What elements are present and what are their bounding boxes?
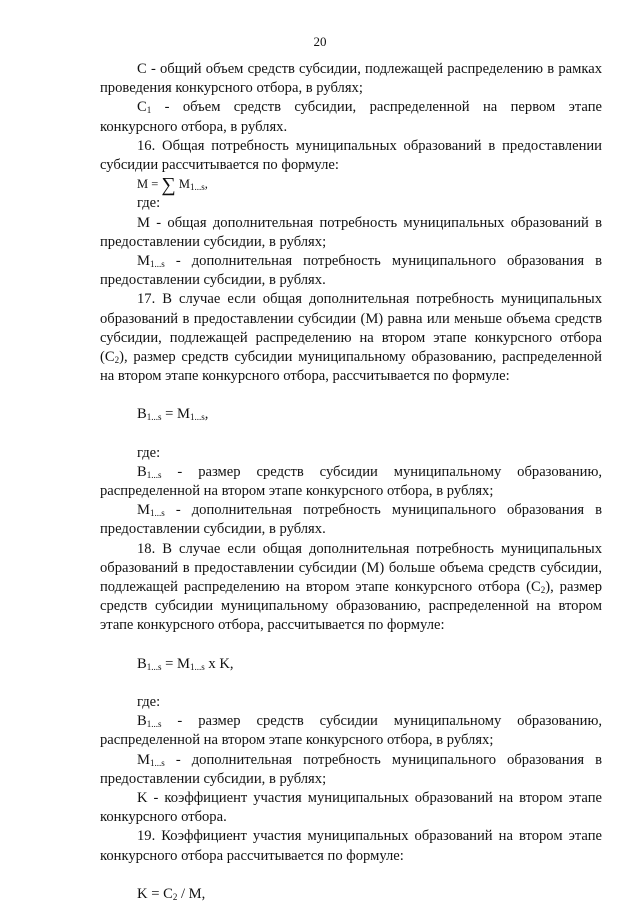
document-body: [100, 60, 602, 904]
paragraph-19: 19. Коэффициент участия муниципальных образований на втором этапе конкурсного отбора рассчитывается по формуле:: [100, 828, 602, 864]
paragraph-18: 18. В случае если общая дополнительная потребность муниципальных образований в предоставлении субсидии (M) больше объема средств субсидии, подлежащей распределению на втором этапе конкурсного отбора $(C_2)$, размер средств субсидии муниципальному образованию, распределенной на втором этапе конкурсного отбора, рассчитывается по формуле:: [100, 540, 603, 634]
formula-18: $B_{1...s} = M_{1...s}$ x K,: [137, 655, 234, 672]
page-number: 20: [313, 34, 327, 49]
paragraph-16-m1-definition: $M_{1...s}$ - дополнительная потребность муниципального образования в предоставлении субсидии, в рублях.: [100, 253, 602, 289]
paragraph-17: 17. В случае если общая дополнительная потребность муниципальных образований в предоставлении субсидии (M) равна или меньше объема средств субсидии, подлежащей распределению на втором этапе конкурсного отбора $(C_2)$, размер средств субсидии муниципальному образованию, распределенной на втором этапе конкурсного отбора, рассчитывается по формуле:: [100, 291, 602, 385]
paragraph-16: 16. Общая потребность муниципальных образований в предоставлении субсидии рассчитывается по формуле:: [100, 137, 602, 174]
paragraph-16-m-definition: M - общая дополнительная потребность муниципальных образований в предоставлении субсидии, в рублях;: [100, 214, 602, 250]
formula-19: $K = C_2 / M$,: [137, 885, 206, 902]
paragraph-18-k-definition: K - коэффициент участия муниципальных образований на втором этапе конкурсного отбора.: [100, 789, 602, 826]
where-label: где:: [137, 693, 161, 710]
paragraph-18-m-definition: $M_{1...s}$ - дополнительная потребность муниципального образования в предоставлении субсидии, в рублях;: [100, 751, 602, 787]
paragraph-17-b-definition: $B_{1...s}$ - размер средств субсидии муниципальному образованию, распределенной на втором этапе конкурсного отбора, в рублях;: [100, 463, 602, 500]
where-label: где:: [137, 444, 161, 461]
paragraph-c1-definition: $C_1$ - объем средств субсидии, распределенной на первом этапе конкурсного отбора, в рублях.: [100, 99, 602, 135]
paragraph-18-b-definition: $B_{1...s}$ - размер средств субсидии муниципальному образованию, распределенной на втором этапе конкурсного отбора, в рублях;: [100, 713, 602, 749]
formula-17: $B_{1...s} = M_{1...s}$,: [137, 406, 209, 423]
where-label: где:: [137, 195, 161, 212]
paragraph-17-m-definition: $M_{1...s}$ - дополнительная потребность муниципального образования в предоставлении субсидии, в рублях.: [100, 502, 602, 538]
formula-16: M = ∑ $M_{1...s}$,: [137, 174, 208, 197]
paragraph-c-definition: C - общий объем средств субсидии, подлежащей распределению в рамках проведения конкурсного отбора, в рублях;: [100, 61, 602, 97]
